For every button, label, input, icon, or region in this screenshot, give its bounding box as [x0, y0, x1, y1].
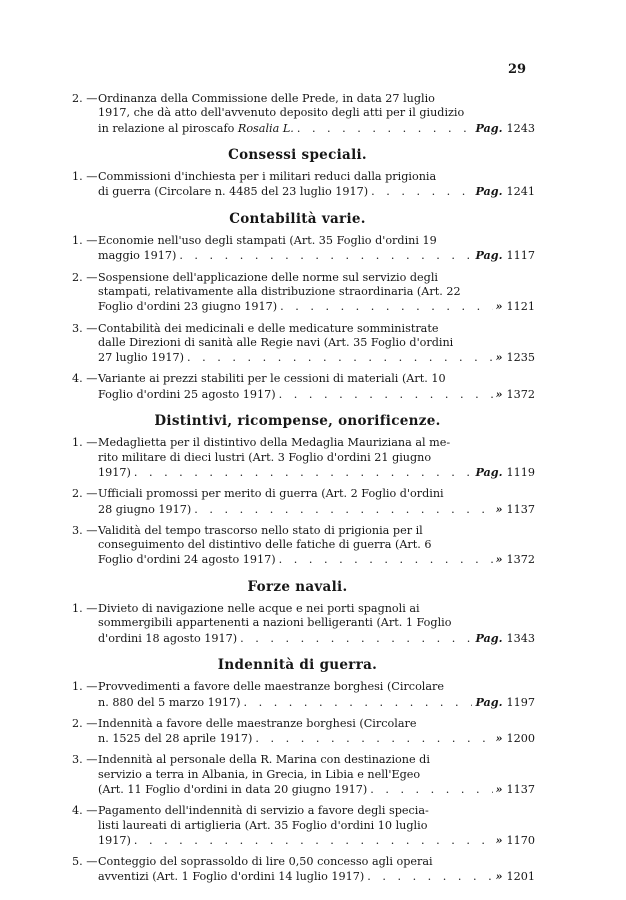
entry-text-line: Indennità a favore delle maestranze borghesi (Circolare — [98, 716, 417, 730]
index-section — [60, 212, 535, 402]
entry-number: 1. — — [72, 602, 98, 616]
page-reference — [475, 184, 535, 199]
index-section — [60, 414, 535, 568]
page-ref-label: » — [495, 299, 503, 314]
entry-number: 4. — — [72, 372, 98, 386]
index-section — [60, 658, 535, 885]
entry-last-line — [98, 869, 535, 884]
entry-text-line: Pagamento dell'indennità di servizio a favore degli specia- — [98, 804, 429, 818]
entry-last-prefix: Foglio d'ordini 23 giugno 1917) — [98, 300, 278, 314]
page-reference — [496, 350, 535, 365]
entry-text-line: 1917, che dà atto dell'avvenuto deposito degli atti per il giudizio — [98, 106, 465, 120]
index-section — [60, 148, 535, 200]
dot-leader — [279, 553, 493, 567]
index-section — [60, 92, 535, 136]
entry-last-prefix: d'ordini 18 agosto 1917) — [98, 631, 238, 645]
page-reference — [475, 121, 535, 136]
entry-text-line: Variante ai prezzi stabiliti per le cessioni di materiali (Art. 10 — [98, 372, 446, 386]
entry-last-text — [98, 696, 240, 710]
entry-number: 4. — — [72, 804, 98, 818]
entry-last-prefix: Foglio d'ordini 24 agosto 1917) — [98, 553, 276, 567]
dot-leader — [367, 870, 492, 884]
entry-last-prefix: 1917) — [98, 465, 131, 479]
entry-text-line: Conteggio del soprassoldo di lire 0,50 concesso agli operai — [98, 855, 433, 869]
entry-last-line — [98, 248, 535, 263]
entry-last-prefix: Foglio d'ordini 25 agosto 1917) — [98, 387, 276, 401]
dot-leader — [297, 122, 473, 136]
entry-text-line: rito militare di dieci lustri (Art. 3 Foglio d'ordini 21 giugno — [98, 450, 432, 464]
page-reference — [496, 833, 535, 848]
dot-leader — [243, 696, 472, 710]
entry-last-line — [98, 121, 535, 136]
dot-leader — [179, 249, 472, 263]
dot-leader — [370, 783, 492, 797]
page-ref-number: 1241 — [506, 185, 535, 199]
entry-last-text — [98, 300, 277, 314]
index-entry — [60, 92, 535, 136]
dot-leader — [134, 466, 473, 480]
entry-last-text — [98, 732, 252, 746]
index-entry — [60, 804, 535, 848]
entry-text-line: Economie nell'uso degli stampati (Art. 35 Foglio d'ordini 19 — [98, 234, 437, 248]
entry-last-text — [98, 185, 368, 199]
entry-last-line — [98, 631, 535, 646]
page-ref-label: Pag. — [475, 120, 503, 135]
entry-last-line — [98, 833, 535, 848]
section-title: Distintivi, ricompense, onorificenze. — [154, 413, 441, 430]
entry-text-line: Medaglietta per il distintivo della Medaglia Mauriziana al me- — [98, 436, 451, 450]
dot-leader — [134, 834, 493, 848]
index-entry — [60, 855, 535, 885]
section-title: Contabilità varie. — [229, 210, 366, 227]
entry-last-text — [98, 503, 191, 517]
index-entry — [60, 234, 535, 264]
page-ref-label: Pag. — [475, 630, 503, 645]
page-reference — [496, 869, 535, 884]
dot-leader — [279, 388, 493, 402]
page-number: 29 — [508, 62, 527, 77]
entry-number: 1. — — [72, 234, 98, 248]
index-entry — [60, 680, 535, 710]
index-entry — [60, 436, 535, 480]
entry-number: 1. — — [72, 436, 98, 450]
page-ref-label: » — [495, 552, 503, 567]
page-ref-number: 1137 — [506, 782, 535, 796]
page-reference — [475, 631, 535, 646]
entry-last-prefix: avventizi (Art. 1 Foglio d'ordini 14 luglio 1917) — [98, 870, 365, 884]
entry-last-prefix: 1917) — [98, 833, 131, 847]
page-ref-number: 1343 — [506, 631, 535, 645]
section-title: Consessi speciali. — [228, 146, 367, 163]
entry-last-prefix: n. 880 del 5 marzo 1917) — [98, 695, 241, 709]
index-entry — [60, 487, 535, 517]
entry-last-text — [98, 466, 131, 480]
entry-last-prefix: di guerra (Circolare n. 4485 del 23 luglio 1917) — [98, 185, 369, 199]
page-reference — [496, 502, 535, 517]
entry-number: 1. — — [72, 170, 98, 184]
page-ref-number: 1197 — [506, 695, 535, 709]
entry-last-line — [98, 552, 535, 567]
dot-leader — [371, 185, 472, 199]
page-ref-number: 1372 — [506, 553, 535, 567]
entry-text-line: conseguimento del distintivo delle fatiche di guerra (Art. 6 — [98, 538, 432, 552]
entry-last-text — [98, 632, 237, 646]
page-ref-label: » — [495, 869, 503, 884]
page-ref-label: Pag. — [475, 694, 503, 709]
entry-text-line: Validità del tempo trascorso nello stato di prigionia per il — [98, 523, 423, 537]
entry-text-line: sommergibili appartenenti a nazioni belligeranti (Art. 1 Foglio — [98, 616, 452, 630]
page-reference — [496, 387, 535, 402]
entry-last-line — [98, 184, 535, 199]
entry-number: 2. — — [72, 270, 98, 284]
entry-last-text — [98, 783, 367, 797]
dot-leader — [255, 732, 492, 746]
entry-last-line — [98, 782, 535, 797]
page-ref-number: 1243 — [506, 121, 535, 135]
entry-last-line — [98, 695, 535, 710]
page-reference — [475, 465, 535, 480]
entry-text-line: Ordinanza della Commissione delle Prede, in data 27 luglio — [98, 92, 435, 105]
entry-text-line: Provvedimenti a favore delle maestranze borghesi (Circolare — [98, 680, 445, 694]
entry-text-line: Sospensione dell'applicazione delle norme sul servizio degli — [98, 270, 438, 284]
entry-last-text — [98, 834, 131, 848]
page-ref-label: Pag. — [475, 184, 503, 199]
entry-number: 2. — — [72, 716, 98, 730]
page-ref-label: » — [495, 386, 503, 401]
page-ref-label: » — [495, 781, 503, 796]
dot-leader — [240, 632, 472, 646]
index-entry — [60, 602, 535, 646]
page-ref-number: 1121 — [506, 300, 535, 314]
index-entry — [60, 271, 535, 315]
entry-number: 3. — — [72, 523, 98, 537]
dot-leader — [280, 300, 492, 314]
page-ref-number: 1201 — [506, 870, 535, 884]
index-entry — [60, 753, 535, 797]
entry-text-line: Indennità al personale della R. Marina con destinazione di — [98, 753, 430, 767]
index-entry — [60, 372, 535, 402]
index-entry — [60, 524, 535, 568]
entry-last-text — [98, 870, 364, 884]
entry-number: 3. — — [72, 753, 98, 767]
page-ref-number: 1372 — [506, 387, 535, 401]
page-ref-number: 1235 — [506, 351, 535, 365]
entry-last-line — [98, 502, 535, 517]
entry-last-line — [98, 731, 535, 746]
entry-last-prefix: maggio 1917) — [98, 249, 177, 263]
entry-number: 2. — — [72, 92, 98, 105]
page-ref-label: Pag. — [475, 248, 503, 263]
page-ref-label: » — [495, 501, 503, 516]
entry-text-line: servizio a terra in Albania, in Grecia, in Libia e nell'Egeo — [98, 767, 421, 781]
index-section — [60, 580, 535, 646]
page-reference — [475, 248, 535, 263]
index-content — [60, 92, 535, 892]
entry-text-line: stampati, relativamente alla distribuzione straordinaria (Art. 22 — [98, 284, 461, 298]
page-reference — [496, 299, 535, 314]
entry-number: 5. — — [72, 855, 98, 869]
entry-number: 2. — — [72, 487, 98, 501]
page-reference — [496, 552, 535, 567]
entry-last-prefix: 27 luglio 1917) — [98, 351, 185, 365]
entry-text-line: Contabilità dei medicinali e delle medicature somministrate — [98, 321, 439, 335]
page-ref-label: » — [495, 832, 503, 847]
entry-last-text — [98, 388, 276, 402]
page-ref-label: » — [495, 731, 503, 746]
entry-last-line — [98, 299, 535, 314]
entry-italic-name: Rosalia L. — [237, 121, 294, 135]
page-ref-label: Pag. — [475, 464, 503, 479]
entry-number: 1. — — [72, 680, 98, 694]
entry-last-text — [98, 249, 176, 263]
entry-text-line: listi laureati di artiglieria (Art. 35 Foglio d'ordini 10 luglio — [98, 818, 428, 832]
entry-last-line — [98, 465, 535, 480]
entry-number: 3. — — [72, 321, 98, 335]
page-ref-number: 1137 — [506, 502, 535, 516]
entry-last-prefix: in relazione al piroscafo — [98, 121, 238, 135]
entry-last-text — [98, 351, 184, 365]
entry-text-line: Divieto di navigazione nelle acque e nei porti spagnoli ai — [98, 602, 420, 616]
page-ref-number: 1170 — [506, 833, 535, 847]
dot-leader — [194, 503, 492, 517]
page-ref-number: 1119 — [506, 465, 535, 479]
page-ref-number: 1200 — [506, 732, 535, 746]
entry-last-text — [98, 122, 294, 136]
page-reference — [496, 731, 535, 746]
index-entry — [60, 717, 535, 747]
index-entry — [60, 322, 535, 366]
page-reference — [496, 782, 535, 797]
entry-last-line — [98, 350, 535, 365]
page-ref-number: 1117 — [506, 249, 535, 263]
entry-last-prefix: (Art. 11 Foglio d'ordini in data 20 giugno 1917) — [98, 782, 368, 796]
page-ref-label: » — [495, 350, 503, 365]
entry-last-prefix: n. 1525 del 28 aprile 1917) — [98, 732, 253, 746]
page-reference — [475, 695, 535, 710]
entry-last-text — [98, 553, 276, 567]
entry-text-line: dalle Direzioni di sanità alle Regie navi (Art. 35 Foglio d'ordini — [98, 335, 454, 349]
entry-text-line: Commissioni d'inchiesta per i militari reduci dalla prigionia — [98, 170, 437, 184]
section-title: Forze navali. — [247, 578, 348, 595]
index-entry — [60, 170, 535, 200]
dot-leader — [187, 351, 492, 365]
entry-text-line: Ufficiali promossi per merito di guerra (Art. 2 Foglio d'ordini — [98, 487, 444, 501]
section-title: Indennità di guerra. — [217, 656, 378, 673]
entry-last-prefix: 28 giugno 1917) — [98, 502, 192, 516]
entry-last-line — [98, 387, 535, 402]
